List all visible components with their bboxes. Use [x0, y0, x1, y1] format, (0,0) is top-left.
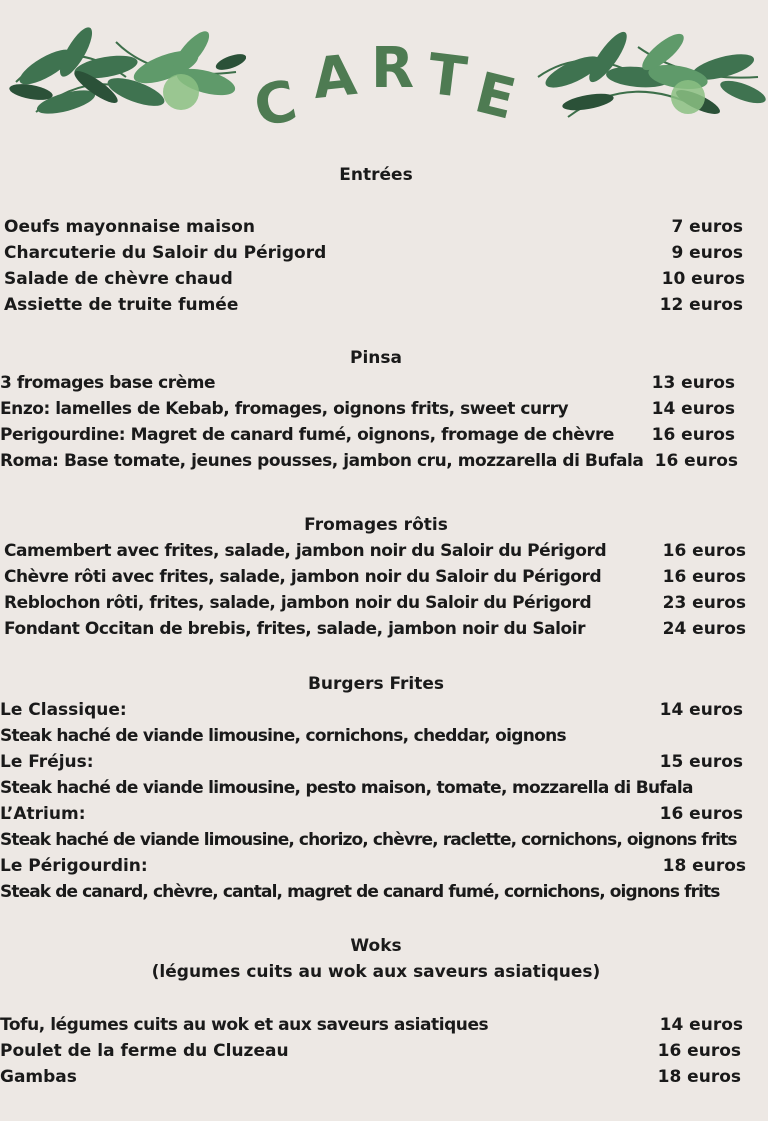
item-description: Steak haché de viande limousine, pesto maison, tomate, mozzarella di Bufala: [0, 778, 693, 798]
menu-item: [0, 425, 768, 451]
item-description: Steak de canard, chèvre, cantal, magret de canard fumé, cornichons, oignons frits: [0, 882, 720, 902]
section-heading-burgers-frites: Burgers Frites: [307, 674, 445, 694]
item-name: Enzo: lamelles de Kebab, fromages, oignons frits, sweet curry: [0, 399, 569, 419]
section-heading-woks: Woks: [350, 936, 402, 956]
item-price: 24 euros: [662, 619, 746, 639]
item-name: Salade de chèvre chaud: [4, 269, 233, 289]
item-name: Gambas: [0, 1067, 77, 1087]
item-price: 18 euros: [662, 856, 746, 876]
item-name: Fondant Occitan de brebis, frites, salade, jambon noir du Saloir: [4, 619, 586, 639]
menu-item: [0, 1015, 768, 1041]
item-price: 9 euros: [671, 243, 743, 263]
item-description: Steak haché de viande limousine, cornichons, cheddar, oignons: [0, 726, 566, 746]
item-name: Oeufs mayonnaise maison: [4, 217, 255, 237]
menu-item: [0, 1067, 768, 1093]
item-name: Poulet de la ferme du Cluzeau: [0, 1041, 289, 1061]
item-name: Camembert avec frites, salade, jambon noir du Saloir du Périgord: [4, 541, 607, 561]
menu-item: [0, 856, 768, 882]
item-name: 3 fromages base crème: [0, 373, 216, 393]
item-price: 14 euros: [651, 399, 735, 419]
item-name: Roma: Base tomate, jeunes pousses, jambon cru, mozzarella di Bufala: [0, 451, 644, 471]
item-name: Reblochon rôti, frites, salade, jambon noir du Saloir du Périgord: [4, 593, 592, 613]
item-name: Le Fréjus:: [0, 752, 94, 772]
title-letter: A: [309, 42, 360, 113]
title-letter: T: [424, 41, 471, 112]
section-heading-fromages-rotis: Fromages rôtis: [304, 515, 448, 535]
menu-item: [0, 752, 768, 778]
item-price: 13 euros: [651, 373, 735, 393]
item-name: Assiette de truite fumée: [4, 295, 239, 315]
item-price: 23 euros: [662, 593, 746, 613]
menu-item: [0, 567, 768, 593]
item-price: 16 euros: [657, 1041, 741, 1061]
item-price: 16 euros: [654, 451, 738, 471]
item-name: Le Périgourdin:: [0, 856, 148, 876]
section-heading-pinsa: Pinsa: [350, 348, 402, 368]
item-price: 14 euros: [659, 700, 743, 720]
item-name: Perigourdine: Magret de canard fumé, oignons, fromage de chèvre: [0, 425, 615, 445]
item-price: 12 euros: [659, 295, 743, 315]
menu-item: [0, 373, 768, 399]
item-price: 16 euros: [662, 541, 746, 561]
item-price: 15 euros: [659, 752, 743, 772]
item-name: Tofu, légumes cuits au wok et aux saveurs asiatiques: [0, 1015, 489, 1035]
menu-item: [0, 243, 768, 269]
title-letter: C: [248, 68, 303, 141]
item-price: 18 euros: [657, 1067, 741, 1087]
menu-item: [0, 269, 768, 295]
section-subheading-woks: (légumes cuits au wok aux saveurs asiatiques): [151, 962, 601, 982]
section-heading-entrees: Entrées: [339, 165, 413, 185]
menu-item: [0, 295, 768, 321]
item-description: Steak haché de viande limousine, chorizo, chèvre, raclette, cornichons, oignons frits: [0, 830, 737, 850]
title-letter: E: [468, 60, 522, 133]
menu-item: [0, 451, 768, 477]
menu-item: [0, 619, 768, 645]
item-name: Chèvre rôti avec frites, salade, jambon noir du Saloir du Périgord: [4, 567, 602, 587]
item-price: 16 euros: [659, 804, 743, 824]
item-name: Le Classique:: [0, 700, 127, 720]
menu-item: [0, 399, 768, 425]
item-name: L’Atrium:: [0, 804, 86, 824]
item-price: 7 euros: [671, 217, 743, 237]
menu-item: [0, 804, 768, 830]
title-letter: R: [371, 36, 415, 101]
item-name: Charcuterie du Saloir du Périgord: [4, 243, 327, 263]
item-price: 16 euros: [651, 425, 735, 445]
menu-item: [0, 217, 768, 243]
item-price: 14 euros: [659, 1015, 743, 1035]
menu-item: [0, 593, 768, 619]
menu-item: [0, 541, 768, 567]
menu-item: [0, 1041, 768, 1067]
menu-title: [0, 30, 768, 141]
item-price: 10 euros: [661, 269, 745, 289]
item-price: 16 euros: [662, 567, 746, 587]
menu-item: [0, 700, 768, 726]
